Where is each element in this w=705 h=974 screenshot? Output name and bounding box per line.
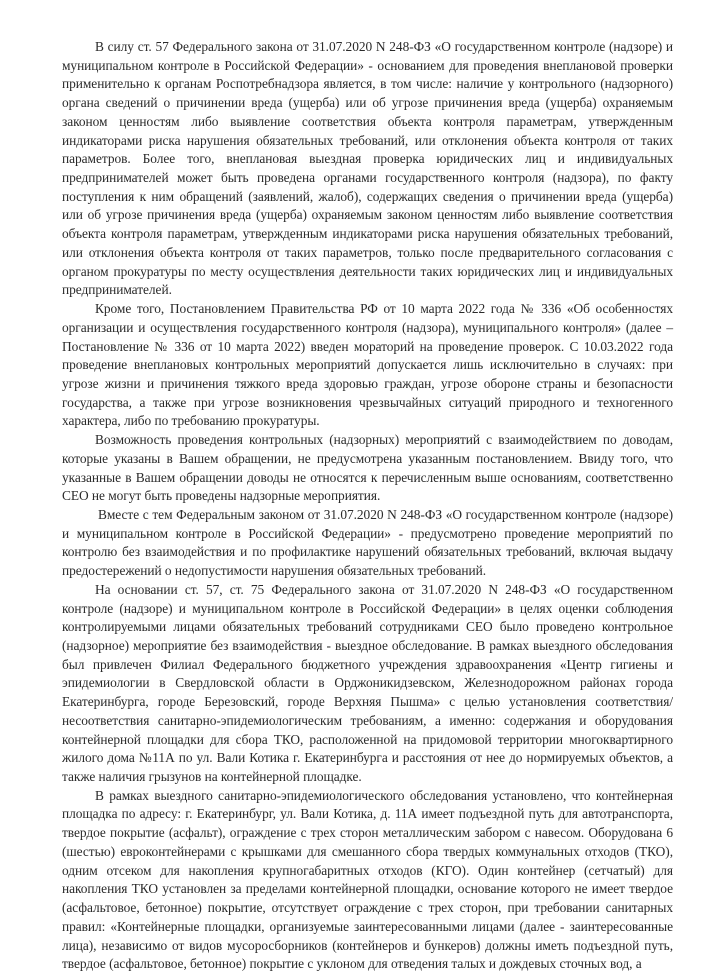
paragraph-findings: В рамках выездного санитарно-эпидемиологического обследования установлено, что контейнерная площадка по адресу: г. Екатеринбург, ул. Вали Котика, д. 11А имеет подъездной путь для автотранспорта, твердое покрытие (асфальт), ограждение с трех сторон металлическим забором с навесом. Оборудована 6 (шестью) евроконтейнерами с крышками для смешанного сбора твердых коммунальных отходов (ТКО), одним отсеком для накопления крупногабаритных отходов (КГО). Один контейнер (сетчатый) для накопления ТКО установлен за пределами контейнерной площадки, основание которого не имеет твердое (асфальтовое, бетонное) покрытие, отсутствует ограждение с трех сторон, при требовании санитарных правил: «Контейнерные площадки, организуемые заинтересованными лицами (далее - заинтересованные лица), независимо от видов мусоросборников (контейнеров и бункеров) должны иметь подъездной путь, твердое (асфальтовое, бетонное) покрытие с уклоном для отведения талых и дождевых сточных вод, а: [62, 787, 673, 972]
paragraph-without-interaction: Вместе с тем Федеральным законом от 31.07.2020 N 248-ФЗ «О государственном контроле (надзоре) и муниципальном контроле в Российской Федерации» - предусмотрено проведение мероприятий по контролю без взаимодействия и по профилактике нарушений обязательных требований, включая выдачу предостережений о недопустимости нарушения обязательных требований.: [62, 506, 673, 579]
document-page: [62, 38, 673, 974]
paragraph-inspection-grounds: В силу ст. 57 Федерального закона от 31.07.2020 N 248-ФЗ «О государственном контроле (надзоре) и муниципальном контроле в Российской Федерации» - основанием для проведения внеплановой проверки применительно к органам Роспотребнадзора является, в том числе: наличие у контрольного (надзорного) органа сведений о причинении вреда (ущерба) или об угрозе причинения вреда (ущерба) охраняемым законом ценностям либо выявление соответствия объекта контроля параметрам, утвержденным индикаторами риска нарушения обязательных требований, или отклонения объекта контроля от таких параметров. Более того, внеплановая выездная проверка юридических лиц и индивидуальных предпринимателей может быть проведена органами государственного контроля (надзора), по факту поступления к ним обращений (заявлений, жалоб), содержащих сведения о причинении вреда (ущерба) или об угрозе причинения вреда (ущерба) охраняемым законом ценностям либо выявление соответствия объекта контроля параметрам, утвержденным индикаторами риска нарушения обязательных требований, или отклонения объекта контроля от таких параметров, только после предварительного согласования с органом прокуратуры по месту осуществления деятельности таких юридических лиц и индивидуальных предпринимателей.: [62, 39, 673, 298]
paragraph-moratorium: Кроме того, Постановлением Правительства РФ от 10 марта 2022 года № 336 «Об особенностях организации и осуществления государственного контроля (надзора), муниципального контроля» (далее – Постановление № 336 от 10 марта 2022) введен мораторий на проведение проверок. С 10.03.2022 года проведение внеплановых контрольных мероприятий допускается лишь исключительно в случаях: при угрозе жизни и причинения тяжкого вреда здоровью граждан, угрозе обороне страны и безопасности государства, а также при угрозе возникновения чрезвычайных ситуаций природного и техногенного характера, либо по требованию прокуратуры.: [62, 301, 673, 429]
paragraph-not-applicable: Возможность проведения контрольных (надзорных) мероприятий с взаимодействием по доводам, которые указаны в Вашем обращении, не предусмотрена указанным постановлением. Ввиду того, что указанные в Вашем обращении доводы не относятся к перечисленным выше основаниям, соответственно СЕО не могут быть проведены надзорные мероприятия.: [62, 432, 673, 504]
paragraph-field-survey: На основании ст. 57, ст. 75 Федерального закона от 31.07.2020 N 248-ФЗ «О государственном контроле (надзоре) и муниципальном контроле в Российской Федерации» в целях оценки соблюдения контролируемыми лицами обязательных требований сотрудниками СЕО было проведено контрольное (надзорное) мероприятие без взаимодействия - выездное обследование. В рамках выездного обследования был привлечен Филиал Федерального бюджетного учреждения здравоохранения «Центр гигиены и эпидемиологии в Свердловской области в Орджоникидзевском, Железнодорожном районах города Екатеринбурга, городе Березовский, городе Верхняя Пышма» с целью установления соответствия/несоответствия санитарно-эпидемиологическим требованиям, а именно: содержания и оборудования контейнерной площадки для сбора ТКО, расположенной на придомовой территории многоквартирного жилого дома №11А по ул. Вали Котика г. Екатеринбурга и расстояния от нее до нормируемых объектов, а также наличия грызунов на контейнерной площадке.: [62, 581, 673, 785]
